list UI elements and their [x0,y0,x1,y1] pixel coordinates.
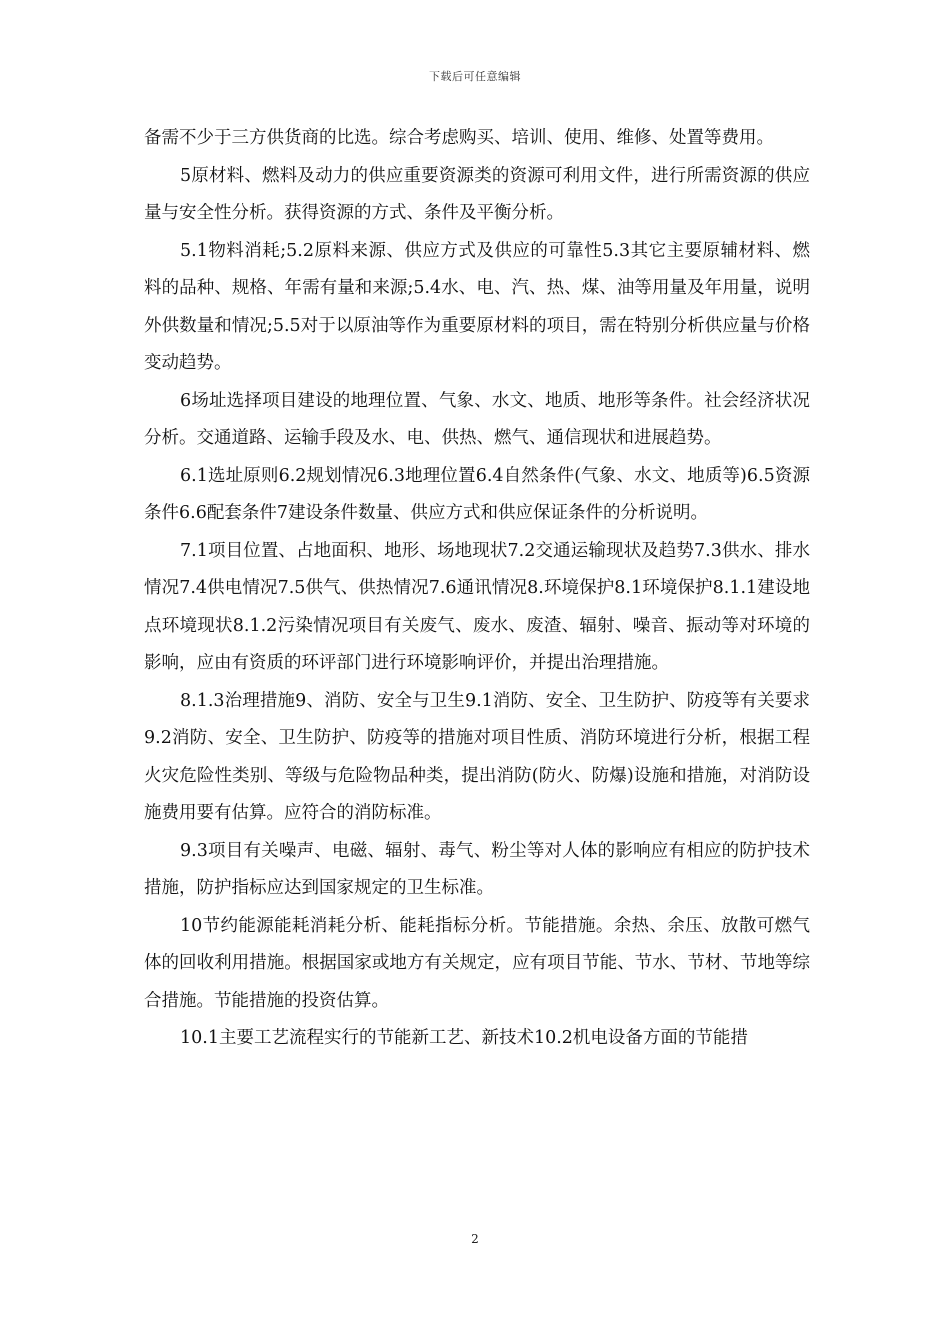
paragraph: 9.3项目有关噪声、电磁、辐射、毒气、粉尘等对人体的影响应有相应的防护技术措施，防护指标应达到国家规定的卫生标准。 [144,840,810,898]
paragraph: 10.1主要工艺流程实行的节能新工艺、新技术10.2机电设备方面的节能措 [180,1028,748,1048]
paragraph: 5原材料、燃料及动力的供应重要资源类的资源可利用文件，进行所需资源的供应量与安全性分析。获得资源的方式、条件及平衡分析。 [144,165,810,223]
page-number: 2 [471,1232,479,1246]
paragraph: 8.1.3治理措施9、消防、安全与卫生9.1消防、安全、卫生防护、防疫等有关要求9.2消防、安全、卫生防护、防疫等的措施对项目性质、消防环境进行分析，根据工程火灾危险性类别、等级与危险物品种类，提出消防(防火、防爆)设施和措施，对消防设施费用要有估算。应符合的消防标准。 [144,690,810,823]
paragraph: 6场址选择项目建设的地理位置、气象、水文、地质、地形等条件。社会经济状况分析。交通道路、运输手段及水、电、供热、燃气、通信现状和进展趋势。 [144,390,810,448]
paragraph: 7.1项目位置、占地面积、地形、场地现状7.2交通运输现状及趋势7.3供水、排水情况7.4供电情况7.5供气、供热情况7.6通讯情况8.环境保护8.1环境保护8.1.1建设地点环境现状8.1.2污染情况项目有关废气、废水、废渣、辐射、噪音、振动等对环境的影响，应由有资质的环评部门进行环境影响评价，并提出治理措施。 [144,540,810,673]
paragraph: 5.1物料消耗;5.2原料来源、供应方式及供应的可靠性5.3其它主要原辅材料、燃料的品种、规格、年需有量和来源;5.4水、电、汽、热、煤、油等用量及年用量，说明外供数量和情况;5.5对于以原油等作为重要原材料的项目，需在特别分析供应量与价格变动趋势。 [144,240,810,373]
paragraph: 10节约能源能耗消耗分析、能耗指标分析。节能措施。余热、余压、放散可燃气体的回收利用措施。根据国家或地方有关规定，应有项目节能、节水、节材、节地等综合措施。节能措施的投资估算。 [144,915,810,1011]
paragraph: 6.1选址原则6.2规划情况6.3地理位置6.4自然条件(气象、水文、地质等)6.5资源条件6.6配套条件7建设条件数量、供应方式和供应保证条件的分析说明。 [144,465,810,523]
document-body [144,120,810,1058]
page-header: 下载后可任意编辑 [429,70,521,83]
paragraph: 备需不少于三方供货商的比选。综合考虑购买、培训、使用、维修、处置等费用。 [144,128,774,148]
